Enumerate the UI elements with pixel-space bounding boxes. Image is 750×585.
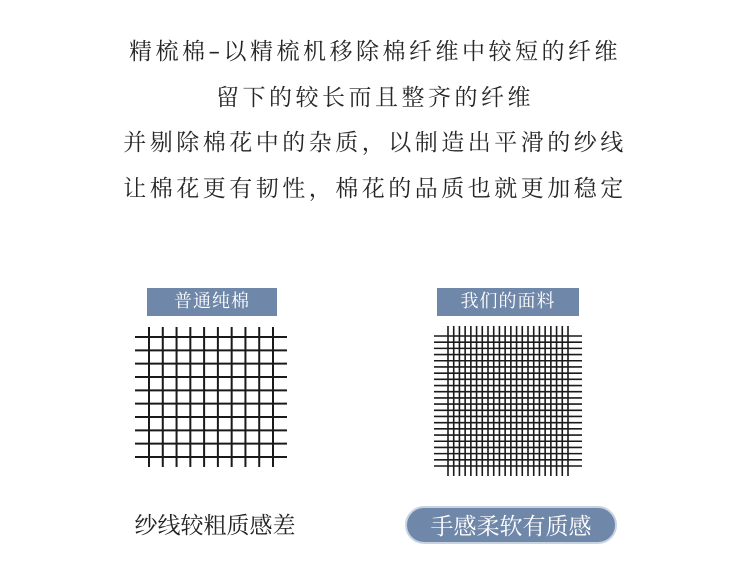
intro-line-1: 精梳棉–以精梳机移除棉纤维中较短的纤维 <box>129 39 621 65</box>
fine-weave-grid <box>434 326 582 476</box>
coarse-weave-grid <box>135 327 287 467</box>
intro-line-3: 并剔除棉花中的杂质，以制造出平滑的纱线 <box>123 130 627 156</box>
intro-line-2: 留下的较长而且整齐的纤维 <box>216 84 534 111</box>
intro-text <box>0 30 750 212</box>
ordinary-cotton-caption: 纱线较粗质感差 <box>134 513 296 539</box>
ordinary-cotton-tag: 普通纯棉 <box>147 288 277 316</box>
our-fabric-caption: 手感柔软有质感 <box>405 506 617 544</box>
intro-line-4: 让棉花更有韧性，棉花的品质也就更加稳定 <box>123 175 627 202</box>
our-fabric-tag: 我们的面料 <box>437 288 579 316</box>
